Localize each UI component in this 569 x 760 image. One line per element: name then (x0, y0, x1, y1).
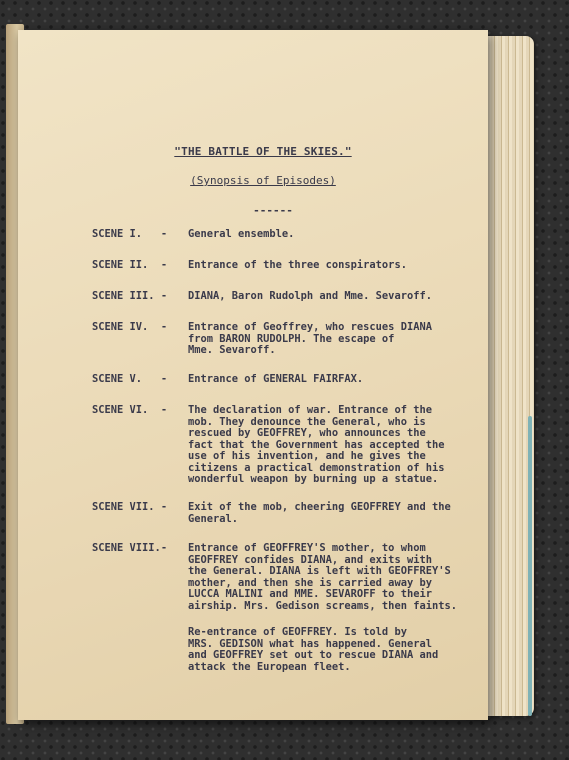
scene-description: DIANA, Baron Rudolph and Mme. Sevaroff. (188, 290, 432, 302)
scene-label: SCENE VII. - (92, 501, 168, 513)
scene-label: SCENE V. - (92, 373, 168, 385)
title-divider: ------ (253, 204, 293, 217)
scene-description: The declaration of war. Entrance of the mob. They denounce the General, who is rescued by GEOFFREY, who announces the fact that the Government has accepted the use of his invention, and he gives the citizens a practical demonstration of his wonderful weapon by burning up a statue. (188, 404, 445, 485)
scene-label: SCENE IV. - (92, 321, 168, 333)
scene-label: SCENE VI. - (92, 404, 168, 416)
scene-label: SCENE III. - (92, 290, 168, 302)
scene-description: Exit of the mob, cheering GEOFFREY and the General. (188, 501, 451, 525)
document-subtitle: (Synopsis of Episodes) (190, 174, 336, 187)
document-title: "THE BATTLE OF THE SKIES." (174, 145, 352, 158)
scene-continuation: Re-entrance of GEOFFREY. Is told by MRS. GEDISON what has happened. General and GEOFFREY set out to rescue DIANA and attack the European fleet. (188, 626, 439, 673)
scene-description: Entrance of GENERAL FAIRFAX. (188, 373, 364, 385)
scene-label: SCENE I. - (92, 228, 168, 240)
document-page (18, 30, 488, 720)
scene-label: SCENE II. - (92, 259, 168, 271)
scene-description: General ensemble. (188, 228, 295, 240)
scene-description: Entrance of Geoffrey, who rescues DIANA from BARON RUDOLPH. The escape of Mme. Sevaroff. (188, 321, 432, 356)
scene-description: Entrance of the three conspirators. (188, 259, 407, 271)
scene-description: Entrance of GEOFFREY'S mother, to whom GEOFFREY confides DIANA, and exits with the General. DIANA is left with GEOFFREY'S mother, and then she is carried away by LUCCA MALINI and MME. SEVAROFF to their airship. Mrs. Gedison screams, then faints. (188, 542, 457, 612)
scene-label: SCENE VIII.- (92, 542, 168, 554)
